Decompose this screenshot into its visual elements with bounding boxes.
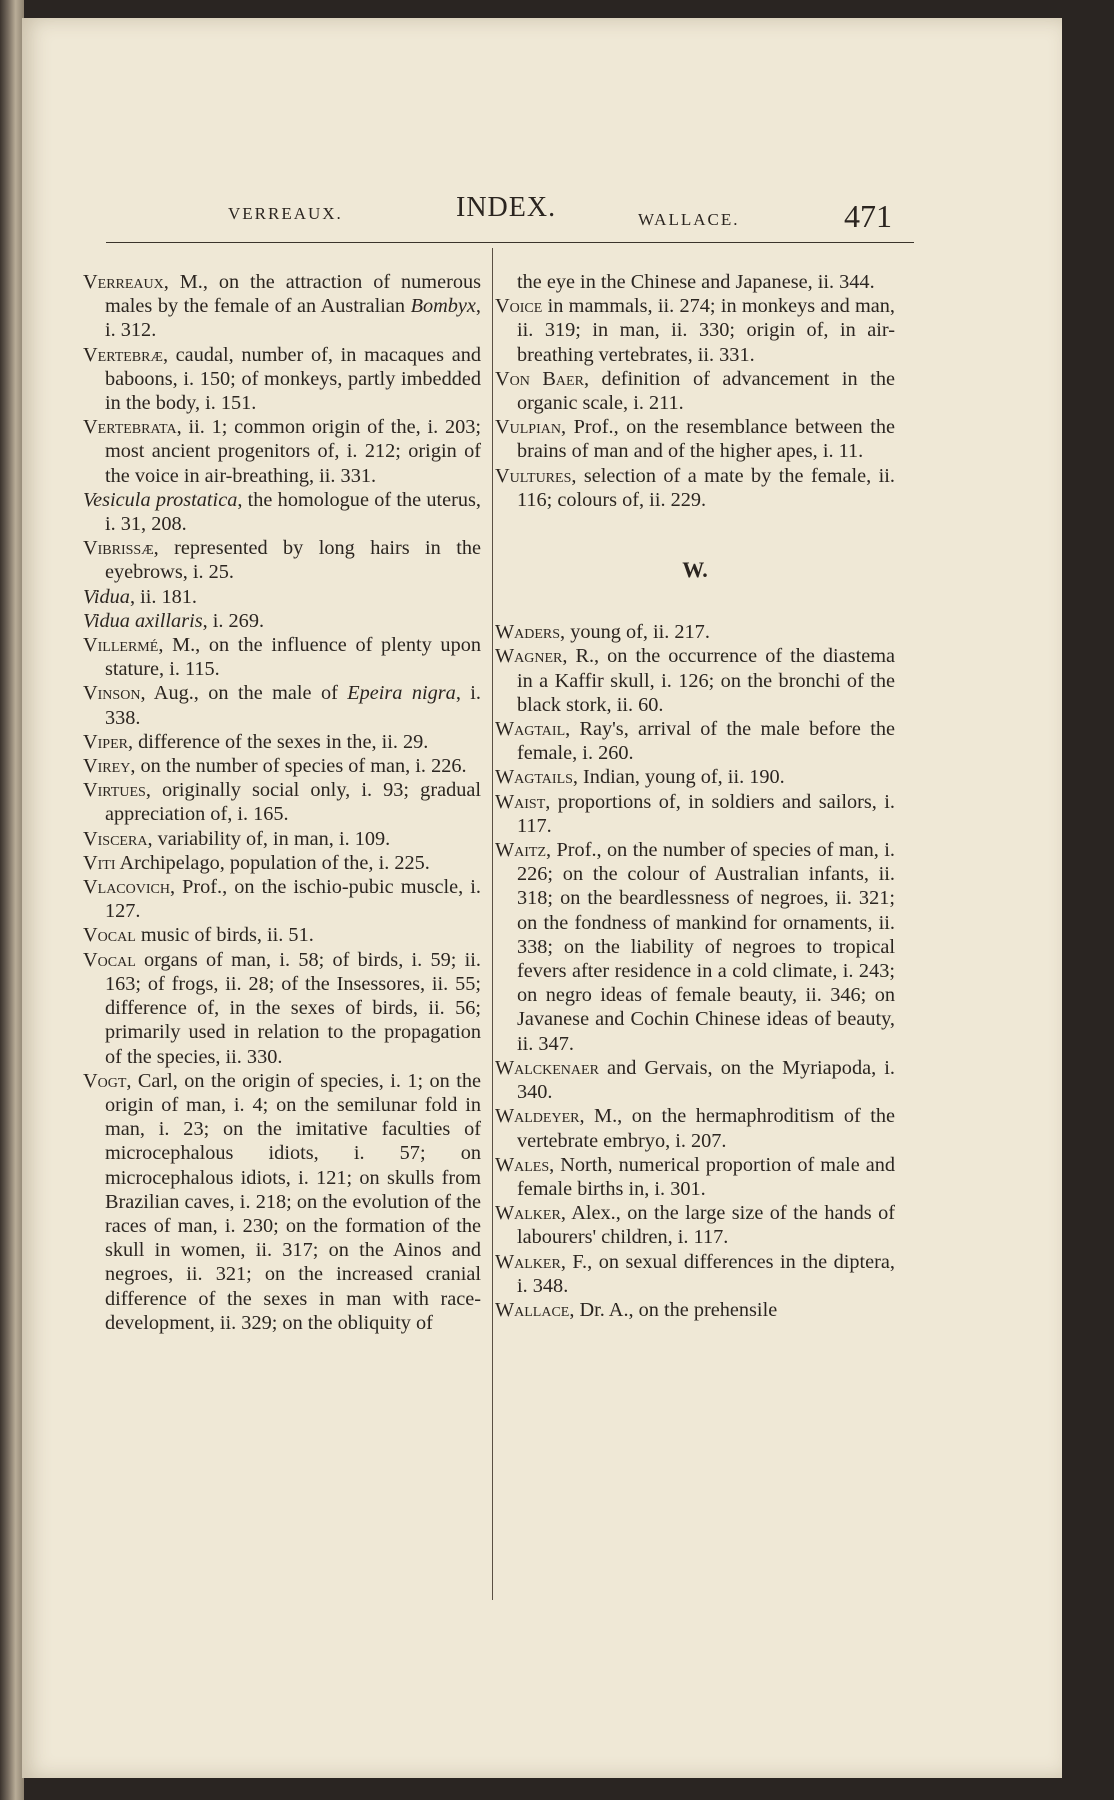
index-entry <box>83 609 481 633</box>
entry-text: Archipelago, population of the, i. 225. <box>115 851 430 874</box>
entry-headword: Vulpian <box>495 416 561 439</box>
entry-text: , selection of a mate by the female, ii. 116; colours of, ii. 229. <box>517 464 895 511</box>
index-entry <box>83 754 481 778</box>
index-entry <box>83 415 481 488</box>
entry-text: , i. 269. <box>202 609 265 632</box>
entry-text: , the homologue of the uterus, i. 31, 208. <box>105 488 481 536</box>
index-entry <box>83 1069 481 1335</box>
index-entry <box>495 415 895 463</box>
index-entry <box>495 1056 895 1104</box>
column-divider <box>492 248 493 1600</box>
index-entry <box>495 790 895 838</box>
entry-text: , difference of the sexes in the, ii. 29. <box>127 730 429 753</box>
entry-text: , F., on sexual differences in the diptera, i. 348. <box>517 1250 895 1297</box>
entry-text: , R., on the occurrence of the diastema in a Kaffir skull, i. 126; on the bronchi of the black stork, ii. 60. <box>517 645 895 716</box>
entry-text: , Aug., on the male of <box>140 682 348 705</box>
index-entry <box>83 851 481 875</box>
entry-headword-italic: Vidua <box>83 585 130 608</box>
entry-headword-italic: Vidua axillaris <box>83 609 203 632</box>
index-entry <box>83 681 481 729</box>
entry-text: , M., on the hermaphroditism of the vertebrate embryo, i. 207. <box>517 1105 895 1152</box>
entry-headword: Walker <box>495 1250 561 1273</box>
entry-headword: Vultures <box>495 464 572 487</box>
entry-headword: Walker <box>495 1202 561 1225</box>
index-entry <box>495 1153 895 1201</box>
index-entry <box>495 620 895 644</box>
entry-text: , originally social only, i. 93; gradual appreciation of, i. 165. <box>105 779 481 826</box>
entry-headword: Walckenaer <box>495 1056 599 1079</box>
running-header <box>22 184 1062 244</box>
index-entry <box>495 464 895 512</box>
entry-text: , Dr. A., on the prehensile <box>569 1298 778 1321</box>
entry-text: , ii. 181. <box>129 585 197 608</box>
letter-heading: W. <box>682 557 708 583</box>
entry-text: , Alex., on the large size of the hands of labourers' children, i. 117. <box>517 1202 895 1249</box>
entry-headword: Vertebrata <box>83 416 177 439</box>
header-right-guide-word: WALLACE. <box>638 210 740 229</box>
entry-text: , Carl, on the origin of species, i. 1; on the origin of man, i. 4; on the semilunar fold in man, i. 23; on the imitative faculties of microcephalous idiots, i. 57; on microcephalous idiots, i. 121; on skulls from Brazilian caves, i. 218; on the evolution of the races of man, i. 230; on the formation of the skull in women, ii. 317; on the Ainos and negroes, ii. 321; on the increased cranial difference of the sexes in man with race-development, ii. 329; on the obliquity of <box>105 1069 481 1334</box>
entry-italic-term: Bombyx <box>410 295 476 318</box>
entry-text: , proportions of, in soldiers and sailors, i. 117. <box>517 790 895 837</box>
index-entry <box>495 1104 895 1152</box>
book-page <box>22 18 1062 1778</box>
index-entry <box>83 730 481 754</box>
entry-headword: Wagtails <box>495 766 573 789</box>
entry-headword: Villermé <box>83 634 159 657</box>
index-entry <box>495 765 895 789</box>
index-column-right <box>495 270 895 1322</box>
entry-headword-italic: Vesicula prostatica <box>83 488 238 511</box>
entry-headword: Vinson <box>83 682 141 705</box>
entry-headword: Voice <box>495 295 543 318</box>
index-entry <box>83 827 481 851</box>
entry-text: , caudal, number of, in macaques and baboons, i. 150; of monkeys, partly imbedded in the body, i. 151. <box>105 343 481 415</box>
entry-text: , Ray's, arrival of the male before the female, i. 260. <box>517 718 895 765</box>
entry-headword: Wales <box>495 1153 550 1176</box>
index-entry <box>83 343 481 416</box>
book-spine-edge <box>0 0 24 1800</box>
entry-text: , represented by long hairs in the eyebrows, i. 25. <box>105 537 481 584</box>
entry-headword: Vlacovich <box>83 876 170 899</box>
header-title: INDEX. <box>456 192 557 223</box>
entry-headword: Vertebræ <box>83 343 163 366</box>
entry-headword: Waist <box>495 790 546 813</box>
entry-headword: Vibrissæ <box>83 537 154 560</box>
entry-text: , Prof., on the ischio-pubic muscle, i. 127. <box>105 876 481 923</box>
entry-headword: Wallace <box>495 1298 570 1321</box>
continuation-text: the eye in the Chinese and Japanese, ii. 344. <box>517 271 875 293</box>
entry-headword: Virtues <box>83 779 146 802</box>
index-entry <box>83 875 481 923</box>
header-rule <box>106 242 914 243</box>
page-number: 471 <box>844 198 892 234</box>
index-entry <box>495 838 895 1056</box>
entry-headword: Viti <box>83 851 116 874</box>
entry-headword: Waldeyer <box>495 1105 580 1128</box>
entry-headword: Wagner <box>495 645 563 668</box>
index-entry <box>83 633 481 681</box>
index-entry <box>83 585 481 609</box>
entry-text: , on the number of species of man, i. 226. <box>130 755 467 778</box>
index-entry <box>83 948 481 1069</box>
entry-headword: Waitz <box>495 839 547 862</box>
entry-text: , North, numerical proportion of male and female births in, i. 301. <box>517 1153 895 1200</box>
entry-headword: Wagtail <box>495 718 566 741</box>
index-entry <box>495 294 895 367</box>
entry-text: , Prof., on the resemblance between the brains of man and of the higher apes, i. 11. <box>517 416 895 463</box>
header-left-guide-word: VERREAUX. <box>228 204 343 223</box>
entry-headword: Virey <box>83 755 131 778</box>
entry-text: organs of man, i. 58; of birds, i. 59; ii. 163; of frogs, ii. 28; of the Insessores, ii. 55; difference of, in the sexes of birds, ii. 56; primarily used in relation to the propagation of the species, ii. 330. <box>105 948 481 1068</box>
entry-text: music of birds, ii. 51. <box>135 924 314 947</box>
entry-headword: Viper <box>83 730 128 753</box>
index-entry <box>83 923 481 947</box>
index-column-left <box>83 270 481 1335</box>
entry-text: and Gervais, on the Myriapoda, i. 340. <box>517 1056 895 1104</box>
entry-headword: Waders <box>495 621 561 644</box>
index-entry <box>495 1250 895 1298</box>
index-entry <box>83 536 481 584</box>
entry-text: , Indian, young of, ii. 190. <box>572 766 785 789</box>
entry-text-tail: , i. 312. <box>105 295 481 342</box>
entry-text: , M., on the influence of plenty upon stature, i. 115. <box>105 634 481 681</box>
entry-text: , variability of, in man, i. 109. <box>147 827 391 850</box>
entry-headword: Von Baer <box>495 367 584 390</box>
entries-w <box>495 620 895 1322</box>
entry-text: , ii. 1; common origin of the, i. 203; most ancient progenitors of, i. 212; origin of the voice in air-breathing, ii. 331. <box>105 416 481 487</box>
entry-text: in mammals, ii. 274; in monkeys and man, ii. 319; in man, ii. 330; origin of, in air-breathing vertebrates, ii. 331. <box>517 295 895 366</box>
entry-text: , definition of advancement in the organic scale, i. 211. <box>517 367 895 415</box>
index-entry <box>495 1201 895 1249</box>
index-entry <box>83 488 481 536</box>
entry-text: , Prof., on the number of species of man, i. 226; on the colour of Australian infants, ii. 318; on the beardlessness of negroes, ii. 321; on the fondness of mankind for ornaments, ii. 338; on the liability of negroes to tropical fevers after residence in a cold climate, i. 243; on negro ideas of female beauty, ii. 346; on Javanese and Cochin Chinese ideas of beauty, ii. 347. <box>517 839 895 1055</box>
entry-italic-term: Epeira nigra <box>347 682 456 705</box>
entry-text: , young of, ii. 217. <box>560 621 710 644</box>
entry-text: , M., on the attraction of numerous males by the female of an Australian <box>105 271 481 318</box>
index-entry <box>83 270 481 343</box>
index-entry <box>495 644 895 717</box>
entry-headword: Viscera <box>83 827 148 850</box>
index-entry <box>495 1298 895 1322</box>
index-entry <box>495 717 895 765</box>
entry-headword: Vocal <box>83 924 136 947</box>
entry-headword: Vogt <box>83 1069 127 1092</box>
entry-text-tail: , i. 338. <box>105 682 481 729</box>
index-entry <box>83 778 481 826</box>
entries-v <box>495 294 895 512</box>
entry-headword: Verreaux <box>83 271 164 293</box>
index-entry <box>495 367 895 415</box>
entry-headword: Vocal <box>83 948 136 971</box>
